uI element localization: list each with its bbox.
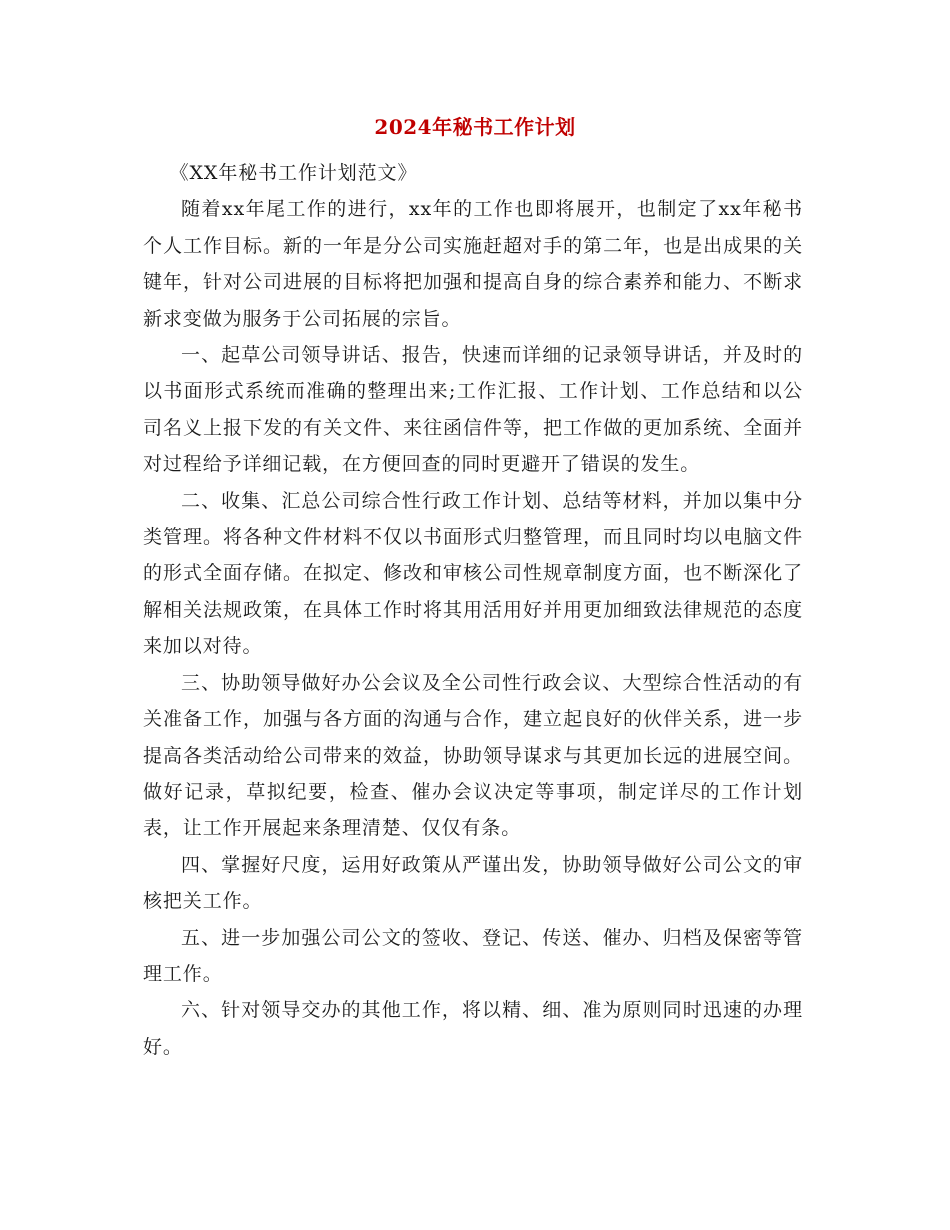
paragraph-item-4: 四、掌握好尺度，运用好政策从严谨出发，协助领导做好公司公文的审核把关工作。	[143, 853, 803, 913]
paragraph-item-5: 五、进一步加强公司公文的签收、登记、传送、催办、归档及保密等管理工作。	[143, 926, 803, 985]
paragraph-item-2: 二、收集、汇总公司综合性行政工作计划、总结等材料，并加以集中分类管理。将各种文件材料不仅以书面形式归整管理，而且同时均以电脑文件的形式全面存储。在拟定、修改和审核公司性规章制度方面，也不断深化了解相关法规政策，在具体工作时将其用活用好并用更加细致法律规范的态度来加以对待。	[143, 489, 803, 658]
paragraph-item-6: 六、针对领导交办的其他工作，将以精、细、准为原则同时迅速的办理好。	[143, 999, 803, 1058]
document-body	[143, 155, 803, 1065]
document-title: 2024年秘书工作计划	[374, 115, 576, 139]
document-subtitle: 《XX年秘书工作计划范文》	[169, 162, 418, 184]
paragraph-item-1: 一、起草公司领导讲话、报告，快速而详细的记录领导讲话，并及时的以书面形式系统而准确的整理出来;工作汇报、工作计划、工作总结和以公司名义上报下发的有关文件、来往函信件等，把工作做的更加系统、全面并对过程给予详细记载，在方便回查的同时更避开了错误的发生。	[143, 344, 803, 476]
paragraph-item-3: 三、协助领导做好办公会议及全公司性行政会议、大型综合性活动的有关准备工作，加强与各方面的沟通与合作，建立起良好的伙伴关系，进一步提高各类活动给公司带来的效益，协助领导谋求与其更加长远的进展空间。做好记录，草拟纪要，检查、催办会议决定等事项，制定详尽的工作计划表，让工作开展起来条理清楚、仅仅有条。	[143, 671, 803, 840]
paragraph-intro: 随着xx年尾工作的进行，xx年的工作也即将展开，也制定了xx年秘书个人工作目标。新的一年是分公司实施赶超对手的第二年，也是出成果的关键年，针对公司进展的目标将把加强和提高自身的综合素养和能力、不断求新求变做为服务于公司拓展的宗旨。	[143, 198, 803, 330]
